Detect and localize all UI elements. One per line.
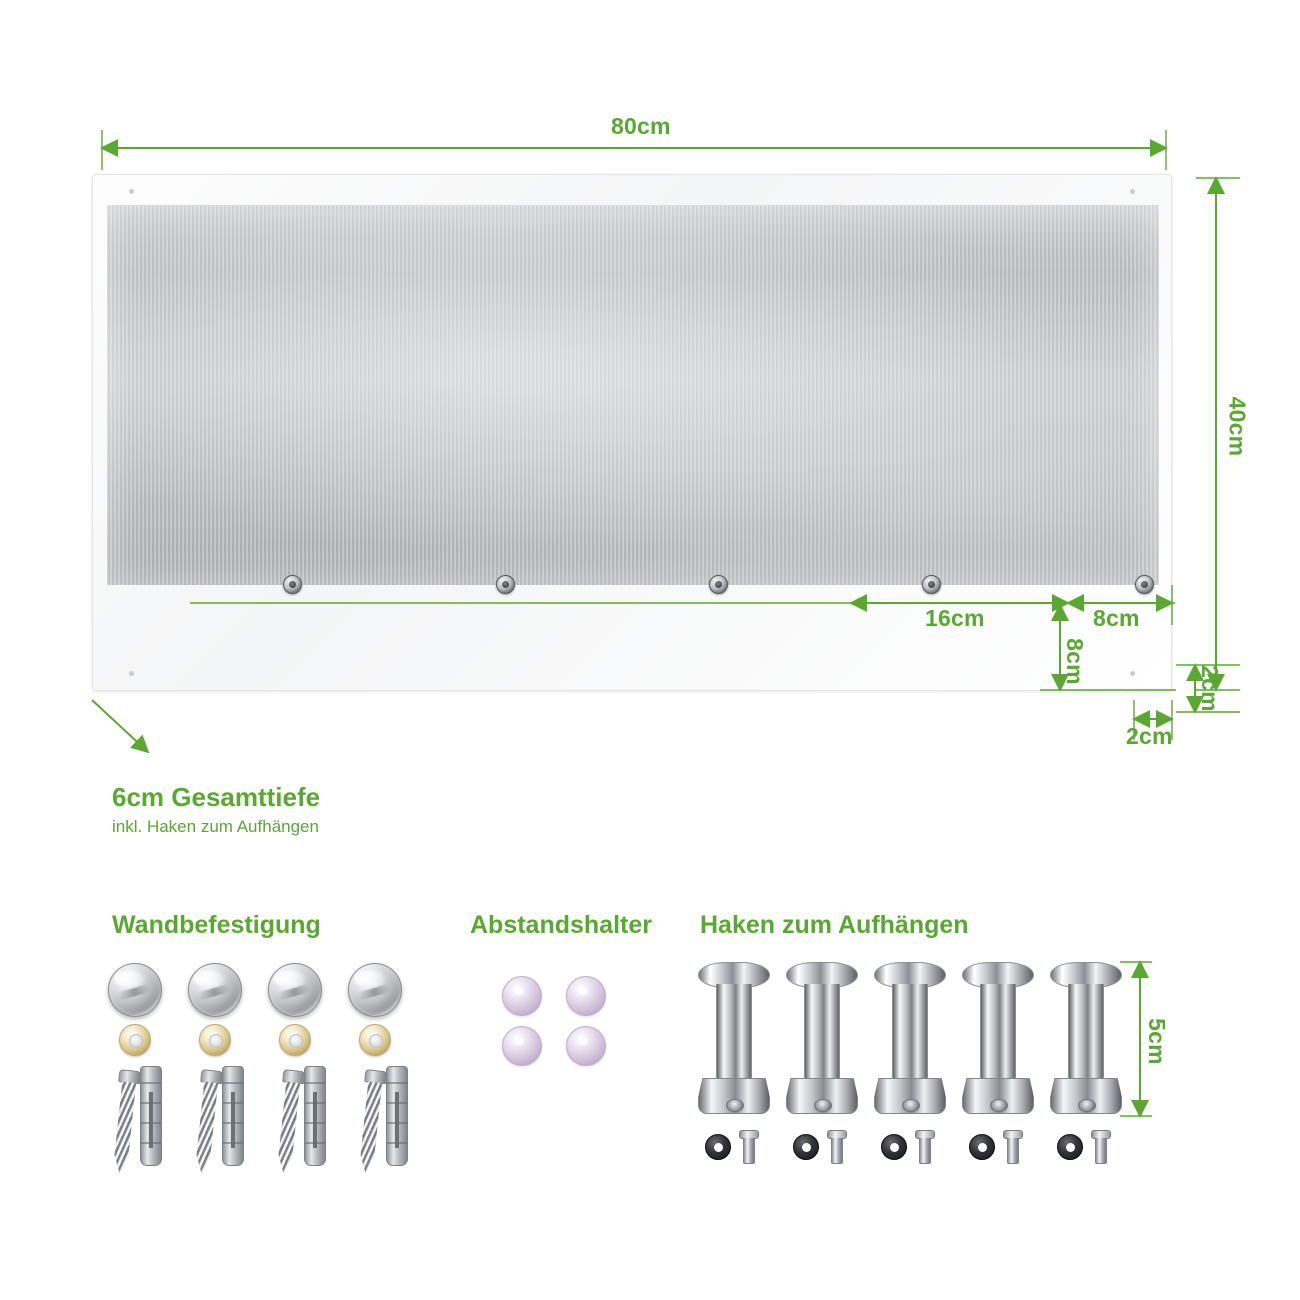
- depth-subtitle: inkl. Haken zum Aufhängen: [112, 817, 319, 836]
- section-title-abstandshalter: Abstandshalter: [470, 911, 652, 939]
- black-washer: [793, 1134, 819, 1160]
- brass-washer: [359, 1024, 391, 1056]
- hook-bolt: [1006, 1130, 1020, 1164]
- dimension-height-label: 40cm: [1224, 396, 1251, 457]
- dimension-hook-height-label: 5cm: [1143, 1018, 1170, 1065]
- panel-corner-dot: [129, 189, 134, 194]
- brass-washer: [199, 1024, 231, 1056]
- section-title-wandbefestigung: Wandbefestigung: [112, 911, 321, 939]
- hook-head-marker: [709, 575, 728, 594]
- panel-corner-dot: [1130, 189, 1135, 194]
- splashback-panel: [92, 174, 1172, 691]
- screw-cap: [188, 963, 242, 1017]
- dimension-hook-spacing-label: 16cm: [925, 605, 985, 631]
- hook-bolt: [918, 1130, 932, 1164]
- hook-head-marker: [283, 575, 302, 594]
- wall-hook: [962, 962, 1034, 1114]
- wall-plug: [222, 1066, 244, 1166]
- screw: [355, 1069, 388, 1175]
- screw-cap: [348, 963, 402, 1017]
- hook-head-marker: [922, 575, 941, 594]
- black-washer: [705, 1134, 731, 1160]
- hook-bolt: [742, 1130, 756, 1164]
- screw-cap: [108, 963, 162, 1017]
- depth-title: 6cm Gesamttiefe: [112, 782, 321, 812]
- hook-bolt: [830, 1130, 844, 1164]
- dimension-width-label: 80cm: [611, 113, 671, 139]
- screw: [273, 1069, 306, 1175]
- wall-hook: [1050, 962, 1122, 1114]
- screw: [109, 1069, 142, 1175]
- section-title-haken: Haken zum Aufhängen: [700, 911, 969, 939]
- brass-washer: [119, 1024, 151, 1056]
- dimension-right-offset-label: 8cm: [1093, 605, 1140, 631]
- spacer-pad: [566, 1026, 606, 1066]
- hook-head-marker: [496, 575, 515, 594]
- black-washer: [881, 1134, 907, 1160]
- wall-hook: [874, 962, 946, 1114]
- screw: [191, 1069, 224, 1175]
- wall-hook: [698, 962, 770, 1114]
- screw-cap: [268, 963, 322, 1017]
- spacer-pad: [502, 976, 542, 1016]
- dimension-bottom-offset-label: 8cm: [1061, 638, 1088, 685]
- dimension-border-right-label: 2cm: [1126, 723, 1173, 749]
- hook-head-marker: [1135, 575, 1154, 594]
- spacer-pad: [566, 976, 606, 1016]
- brass-washer: [279, 1024, 311, 1056]
- spacer-pad: [502, 1026, 542, 1066]
- panel-corner-dot: [129, 671, 134, 676]
- panel-corner-dot: [1130, 671, 1135, 676]
- wall-hook: [786, 962, 858, 1114]
- black-washer: [1057, 1134, 1083, 1160]
- wall-plug: [386, 1066, 408, 1166]
- wall-plug: [304, 1066, 326, 1166]
- black-washer: [969, 1134, 995, 1160]
- brushed-metal-surface: [107, 205, 1159, 585]
- wall-plug: [140, 1066, 162, 1166]
- dimension-border-bottom-label: 2cm: [1196, 665, 1223, 712]
- hook-bolt: [1094, 1130, 1108, 1164]
